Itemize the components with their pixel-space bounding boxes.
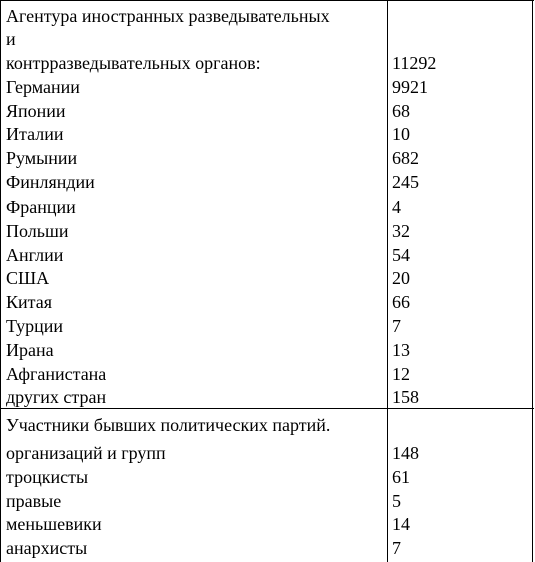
table-row-label: других стран xyxy=(6,387,107,407)
table-row-value: 12 xyxy=(392,364,410,384)
table-row-label: меньшевики xyxy=(6,514,102,534)
table-row-value: 158 xyxy=(392,387,419,407)
section2-total: 148 xyxy=(392,443,419,463)
table-row-label: Афганистана xyxy=(6,364,107,384)
table-row-label: США xyxy=(6,268,50,288)
table-row-value: 13 xyxy=(392,340,410,360)
table-row-label: правые xyxy=(6,491,62,511)
table-row-value: 245 xyxy=(392,172,419,192)
table-row-label: Франции xyxy=(6,197,76,217)
table-row-label: троцкисты xyxy=(6,467,89,487)
table-row-value: 66 xyxy=(392,292,410,312)
table-row-value: 7 xyxy=(392,316,401,336)
section1-header-line-2: и xyxy=(6,29,16,49)
table-row-value: 10 xyxy=(392,124,410,144)
table-row-value: 7 xyxy=(392,538,401,558)
section1-total: 11292 xyxy=(392,53,437,73)
table-row-label: Румынии xyxy=(6,148,78,168)
table-row-label: Японии xyxy=(6,101,66,121)
column-divider xyxy=(387,0,388,562)
table-top-border xyxy=(1,0,534,1)
section1-header-line-3: контрразведывательных органов: xyxy=(6,53,261,73)
section1-header-line-1: Агентура иностранных разведывательных xyxy=(6,6,330,26)
section2-header-line-1: Участники бывших политических партий. xyxy=(6,415,331,435)
table-row-label: Германии xyxy=(6,77,80,97)
table-row-value: 4 xyxy=(392,197,401,217)
section2-header-line-2: организаций и групп xyxy=(6,443,166,463)
table-row-label: Польши xyxy=(6,221,69,241)
table-row-label: Финляндии xyxy=(6,172,95,192)
table-row-value: 32 xyxy=(392,221,410,241)
table-row-label: Ирана xyxy=(6,340,54,360)
table-row-value: 14 xyxy=(392,514,410,534)
table-row-value: 20 xyxy=(392,268,410,288)
table-row-label: Турции xyxy=(6,316,63,336)
table-row-label: Англии xyxy=(6,245,64,265)
table-row-label: Китая xyxy=(6,292,52,312)
table-row-label: анархисты xyxy=(6,538,88,558)
table-row-value: 9921 xyxy=(392,77,428,97)
table-row-value: 68 xyxy=(392,101,410,121)
table-row-label: Италии xyxy=(6,124,64,144)
table-row-value: 5 xyxy=(392,491,401,511)
table-row-value: 61 xyxy=(392,467,410,487)
table-row-value: 682 xyxy=(392,148,419,168)
table-row-value: 54 xyxy=(392,245,410,265)
